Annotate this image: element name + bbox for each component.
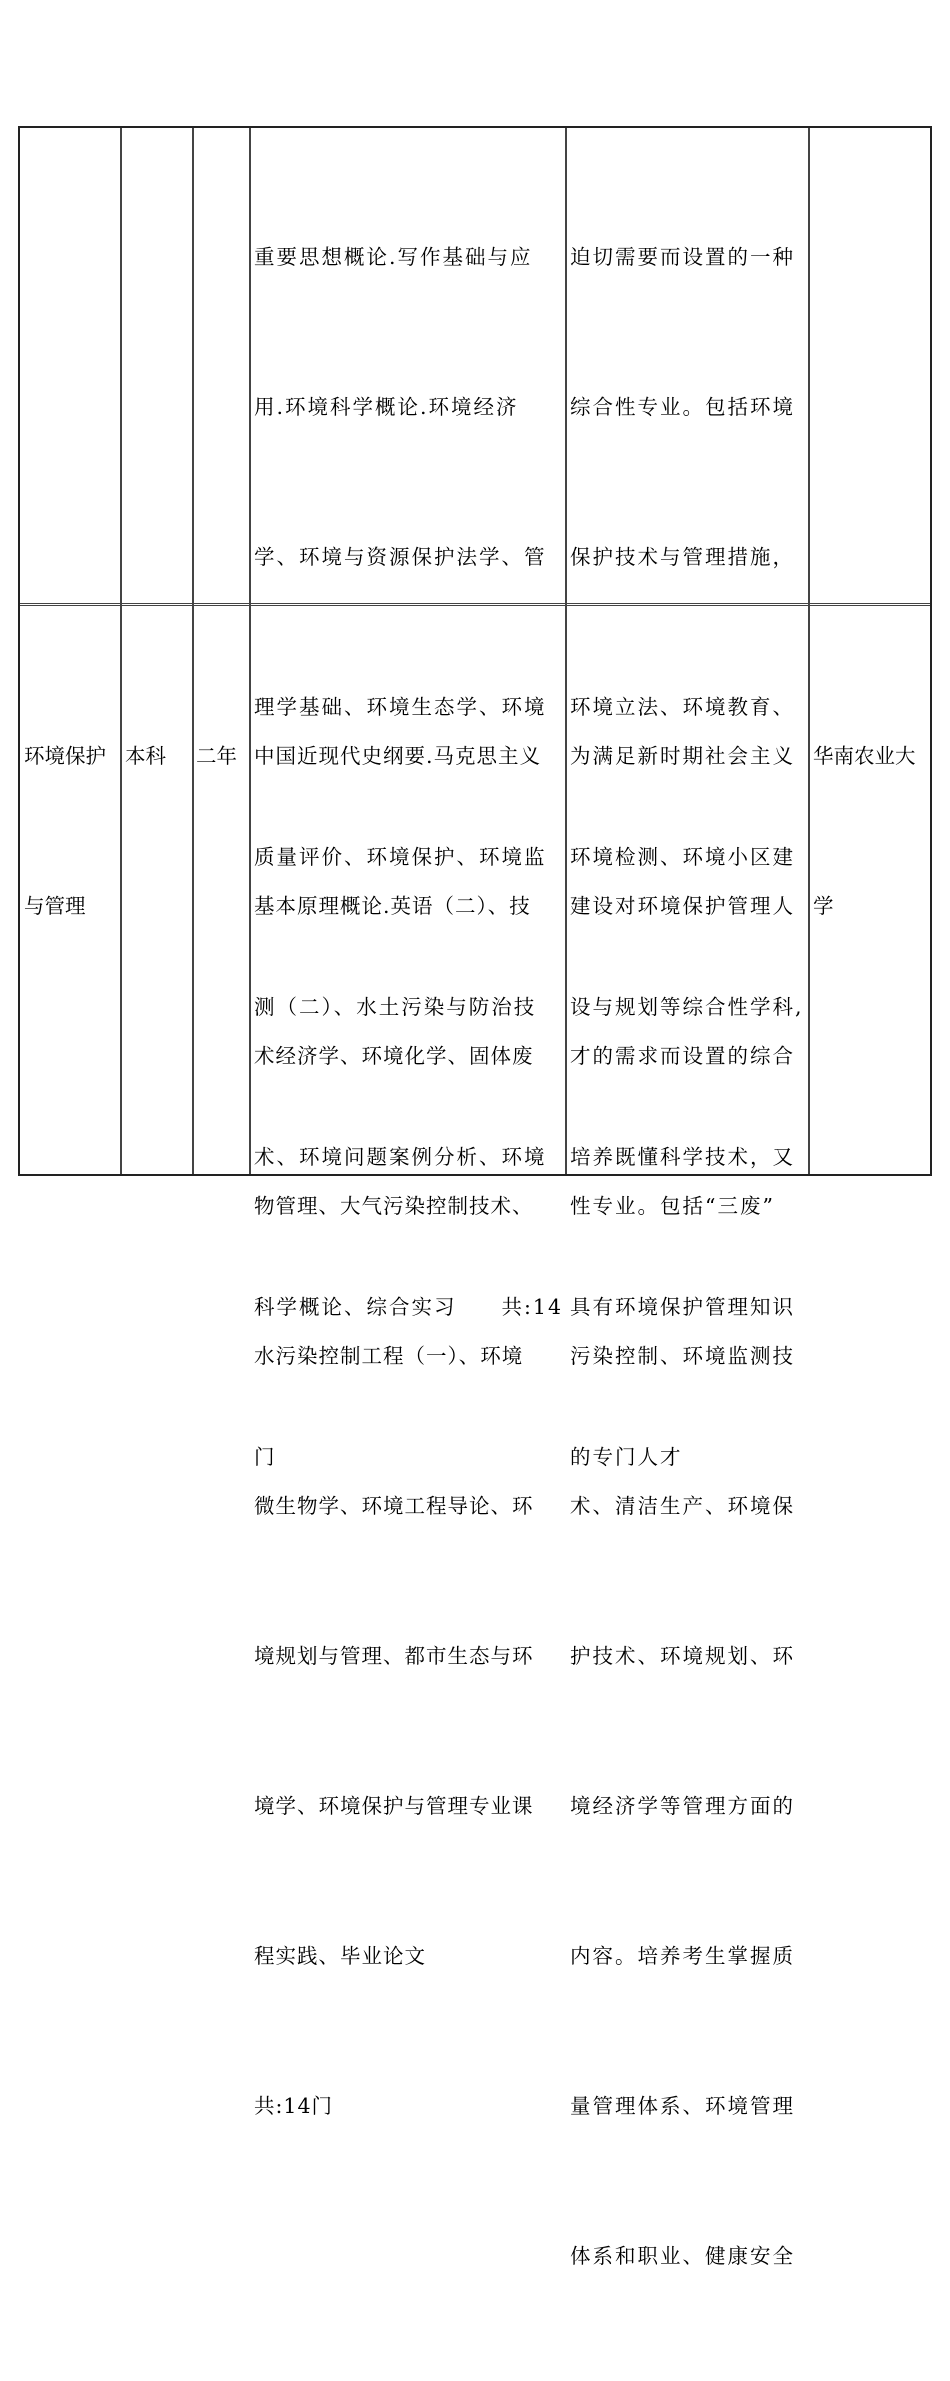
row1-description-line: 保护技术与管理措施， bbox=[570, 545, 795, 569]
row1-description-line: 设与规划等综合性学科, bbox=[570, 995, 804, 1019]
row1-description-line: 环境立法、环境教育、 bbox=[570, 695, 795, 719]
row1-description-line: 环境检测、环境小区建 bbox=[570, 845, 795, 869]
column-divider-1 bbox=[120, 128, 122, 1174]
row2-courses-line: 基本原理概论.英语（二）、技 bbox=[254, 894, 531, 918]
row2-courses-cell bbox=[254, 631, 564, 2231]
course-table bbox=[18, 126, 932, 2268]
row2-description-line: 性专业。包括“三废” bbox=[570, 1194, 775, 1218]
row1-description-line: 综合性专业。包括环境 bbox=[570, 395, 795, 419]
row2-major-line: 与管理 bbox=[24, 894, 86, 918]
column-divider-3 bbox=[249, 128, 251, 1174]
row2-description-line: 护技术、环境规划、环 bbox=[570, 1644, 795, 1668]
row1-description-line: 具有环境保护管理知识 bbox=[570, 1295, 795, 1319]
row2-level: 本科 bbox=[125, 744, 166, 768]
row2-description-line: 为满足新时期社会主义 bbox=[570, 744, 795, 768]
row2-description-line: 境经济学等管理方面的 bbox=[570, 1794, 795, 1818]
row2-school-line: 华南农业大 bbox=[813, 744, 916, 768]
row2-description-line: 量管理体系、环境管理 bbox=[570, 2094, 795, 2118]
row2-school-cell bbox=[813, 631, 930, 1031]
row2-major-line: 环境保护 bbox=[24, 744, 106, 768]
row2-level-cell bbox=[125, 631, 191, 881]
column-divider-4 bbox=[565, 128, 567, 1174]
row2-description-cell bbox=[570, 631, 808, 2381]
row1-courses-line: 理学基础、环境生态学、环境 bbox=[254, 695, 547, 719]
row2-duration-cell bbox=[196, 631, 248, 881]
row2-courses-line: 境规划与管理、都市生态与环 bbox=[254, 1644, 534, 1668]
row2-description-line: 才的需求而设置的综合 bbox=[570, 1044, 795, 1068]
column-divider-5 bbox=[808, 128, 810, 1174]
row1-description-line: 迫切需要而设置的一种 bbox=[570, 245, 795, 269]
row2-courses-line: 共:14门 bbox=[254, 2094, 333, 2118]
row1-courses-line: 测（二）、水土污染与防治技 bbox=[254, 995, 537, 1019]
row2-description-line: 污染控制、环境监测技 bbox=[570, 1344, 795, 1368]
row1-courses-line: 学、环境与资源保护法学、管 bbox=[254, 545, 547, 569]
row1-courses-line: 重要思想概论.写作基础与应 bbox=[254, 245, 533, 269]
row1-courses-line: 质量评价、环境保护、环境监 bbox=[254, 845, 547, 869]
row2-courses-line: 境学、环境保护与管理专业课 bbox=[254, 1794, 534, 1818]
row1-courses-line: 术、环境问题案例分析、环境 bbox=[254, 1145, 547, 1169]
row1-courses-line: 科学概论、综合实习 共:14 bbox=[254, 1295, 563, 1319]
column-divider-2 bbox=[192, 128, 194, 1174]
row2-description-line: 建设对环境保护管理人 bbox=[570, 894, 795, 918]
row1-courses-line: 门 bbox=[254, 1445, 277, 1469]
row2-description-line: 内容。培养考生掌握质 bbox=[570, 1944, 795, 1968]
row2-courses-line: 水污染控制工程（一）、环境 bbox=[254, 1344, 524, 1368]
row2-description-line: 体系和职业、健康安全 bbox=[570, 2244, 795, 2268]
row1-description-line: 的专门人才 bbox=[570, 1445, 683, 1469]
row2-courses-line: 物管理、大气污染控制技术、 bbox=[254, 1194, 534, 1218]
row2-courses-line: 微生物学、环境工程导论、环 bbox=[254, 1494, 534, 1518]
row2-description-line: 术、清洁生产、环境保 bbox=[570, 1494, 795, 1518]
row2-courses-line: 术经济学、环境化学、固体废 bbox=[254, 1044, 534, 1068]
row2-duration: 二年 bbox=[196, 744, 237, 768]
row2-courses-line: 程实践、毕业论文 bbox=[254, 1944, 426, 1968]
row1-courses-line: 用.环境科学概论.环境经济 bbox=[254, 395, 519, 419]
row2-courses-line: 中国近现代史纲要.马克思主义 bbox=[254, 744, 542, 768]
row1-description-line: 培养既懂科学技术，又 bbox=[570, 1145, 795, 1169]
row2-major-cell bbox=[24, 631, 120, 1031]
row2-school-line: 学 bbox=[813, 894, 834, 918]
